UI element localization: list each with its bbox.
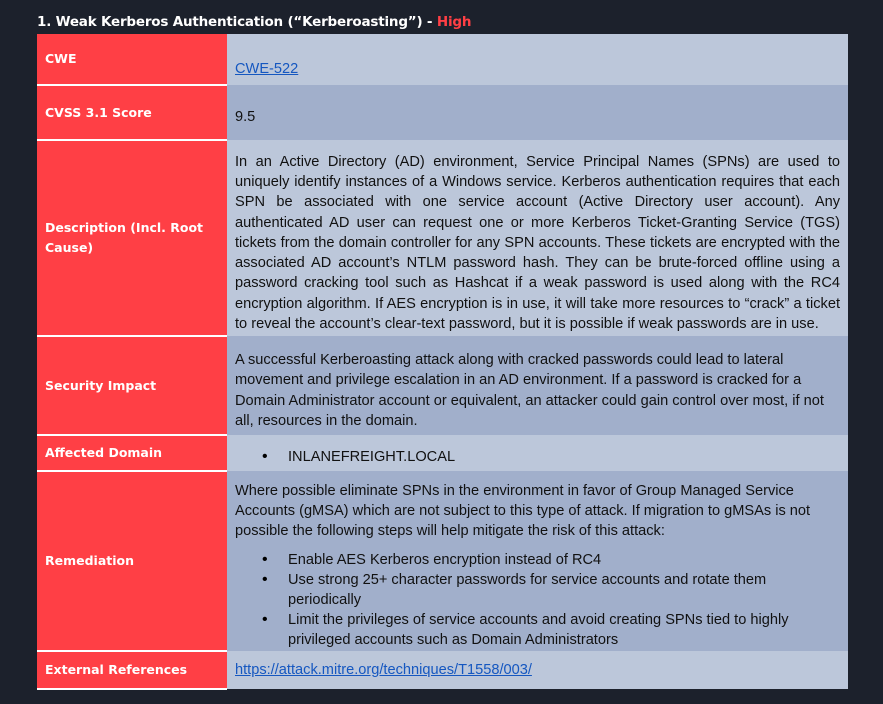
domain-item: • INLANEFREIGHT.LOCAL xyxy=(288,447,840,467)
impact-text: A successful Kerberoasting attack along with cracked passwords could lead to lateral movement and privilege escalation in an AD environment. If a password is cracked for a Domain Administrator account or equivalent, an attacker could gain control over most, if not all, resources in the domain. xyxy=(235,352,824,429)
label-cvss: CVSS 3.1 Score xyxy=(37,85,227,140)
label-remediation: Remediation xyxy=(37,471,227,651)
finding-number: 1. xyxy=(37,14,52,30)
label-description: Description (Incl. Root Cause) xyxy=(37,140,227,336)
row-impact xyxy=(37,336,848,435)
row-references xyxy=(37,651,848,689)
finding-title: Weak Kerberos Authentication (“Kerberoasting”) - xyxy=(55,14,433,30)
cvss-score: 9.5 xyxy=(235,109,256,126)
finding-heading xyxy=(37,14,471,30)
severity-badge: High xyxy=(436,14,472,30)
label-references: External References xyxy=(37,651,227,689)
label-impact: Security Impact xyxy=(37,336,227,435)
label-cwe: CWE xyxy=(37,34,227,85)
row-cvss xyxy=(37,85,848,140)
row-remediation xyxy=(37,471,848,651)
remediation-intro: Where possible eliminate SPNs in the environment in favor of Group Managed Service Accounts (gMSA) which are not subject to this type of attack. If migration to gMSAs is not possible the following steps will help mitigate the risk of this attack: xyxy=(235,483,811,540)
reference-link[interactable]: https://attack.mitre.org/techniques/T1558/003/ xyxy=(235,661,532,678)
remediation-item: • Enable AES Kerberos encryption instead of RC4 xyxy=(288,550,840,570)
domain-list xyxy=(235,439,840,467)
row-affected-domain xyxy=(37,435,848,471)
row-cwe xyxy=(37,34,848,85)
row-description xyxy=(37,140,848,336)
label-affected-domain: Affected Domain xyxy=(37,435,227,471)
finding-table xyxy=(37,34,848,690)
remediation-item: • Use strong 25+ character passwords for service accounts and rotate them periodically xyxy=(288,570,840,610)
description-text: In an Active Directory (AD) environment, Service Principal Names (SPNs) are used to uniquely identify instances of a Windows service. Kerberos authentication requires that each SPN be associated with one service account (Active Directory user account). Any authenticated AD user can request one or more Kerberos Ticket-Granting Service (TGS) tickets from the domain controller for any SPN accounts. These tickets are encrypted with the associated AD account’s NTLM password hash. They can be brute-forced offline using a password cracking tool such as Hashcat if a weak password is used along with the RC4 encryption algorithm. If AES encryption is in use, it will take more resources to “crack” a ticket to reveal the account’s clear-text password, but it is possible if weak passwords are in use. xyxy=(235,154,840,332)
remediation-item: • Limit the privileges of service accounts and avoid creating SPNs tied to highly privileged accounts such as Domain Administrators xyxy=(288,610,840,650)
remediation-list xyxy=(235,542,840,651)
cwe-link[interactable]: CWE-522 xyxy=(235,61,299,78)
